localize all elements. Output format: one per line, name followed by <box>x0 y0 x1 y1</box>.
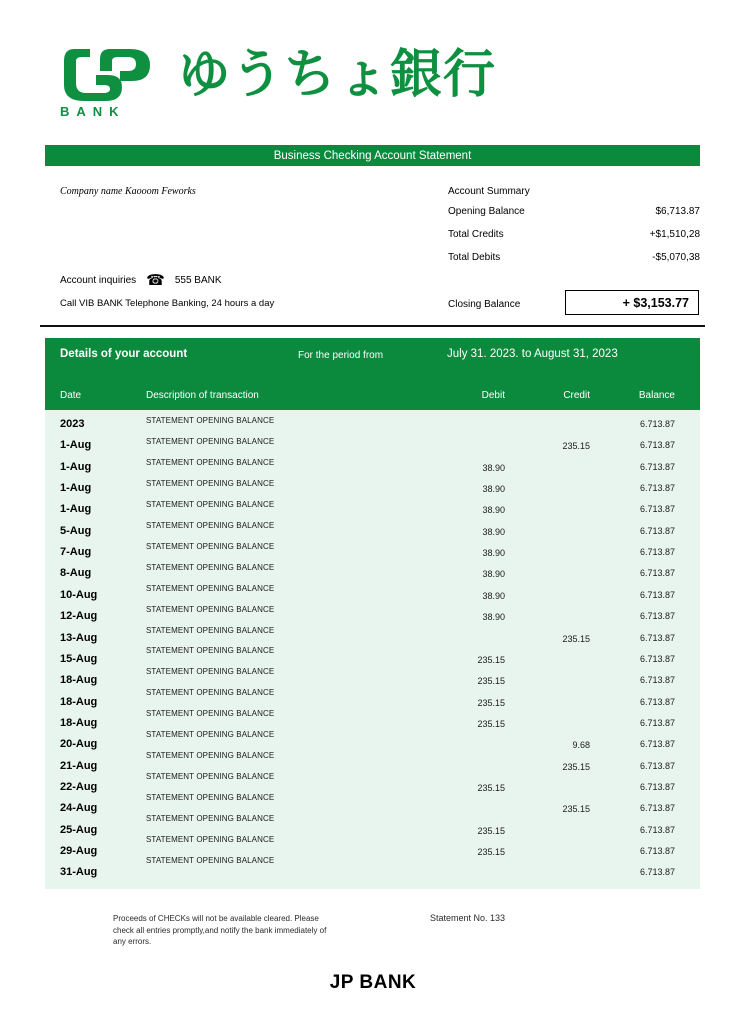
transaction-description: STATEMENT OPENING BALANCE <box>146 625 275 635</box>
account-summary-title: Account Summary <box>448 186 530 197</box>
column-header-description: Description of transaction <box>146 390 259 401</box>
transaction-description: STATEMENT OPENING BALANCE <box>146 457 275 467</box>
column-header-debit: Debit <box>481 390 505 401</box>
footer-bank-name: JP BANK <box>329 972 417 993</box>
transaction-description: STATEMENT OPENING BALANCE <box>146 583 275 593</box>
transaction-description: STATEMENT OPENING BALANCE <box>146 751 275 761</box>
column-header-credit: Credit <box>563 390 590 401</box>
transaction-description: STATEMENT OPENING BALANCE <box>146 814 275 824</box>
transaction-debit: 38.90 <box>482 505 505 516</box>
transaction-description: STATEMENT OPENING BALANCE <box>146 772 275 782</box>
transaction-date: 29-Aug <box>60 845 98 857</box>
transaction-debit: 38.90 <box>482 548 505 559</box>
transaction-debit: 235.15 <box>477 676 505 687</box>
transaction-balance: 6.713.87 <box>639 867 675 878</box>
column-header-balance: Balance <box>638 390 675 401</box>
transaction-debit: 38.90 <box>482 484 505 495</box>
summary-row-opening-balance <box>448 206 700 217</box>
transaction-description: STATEMENT OPENING BALANCE <box>146 478 275 488</box>
transaction-debit: 38.90 <box>482 526 505 537</box>
transaction-debit: 38.90 <box>482 612 505 623</box>
transaction-balance: 6.713.87 <box>639 675 675 686</box>
transaction-balance: 6.713.87 <box>639 525 675 536</box>
transaction-date: 18-Aug <box>60 716 98 729</box>
company-name: Company name Kaooom Feworks <box>60 186 196 197</box>
transaction-balance: 6.713.87 <box>639 419 675 429</box>
transaction-balance: 6.713.87 <box>639 568 675 579</box>
transaction-balance: 6.713.87 <box>639 781 675 792</box>
transaction-date: 21-Aug <box>60 759 98 772</box>
transaction-debit: 38.90 <box>482 590 505 601</box>
jp-logo-svg <box>60 45 152 107</box>
transaction-debit: 235.15 <box>477 847 505 857</box>
transaction-credit: 235.15 <box>562 761 590 772</box>
transaction-credit: 9.68 <box>572 740 590 751</box>
summary-row-total-debits <box>448 252 700 263</box>
transaction-credit: 235.15 <box>562 804 590 815</box>
transaction-description: STATEMENT OPENING BALANCE <box>146 855 275 865</box>
transaction-balance: 6.713.87 <box>639 803 675 814</box>
summary-label: Total Credits <box>448 229 504 240</box>
closing-balance-value: + $3,153.77 <box>565 290 699 315</box>
details-title: Details of your account <box>60 348 188 360</box>
transaction-debit: 38.90 <box>482 569 505 580</box>
transaction-debit: 235.15 <box>477 654 505 665</box>
transaction-debit: 235.15 <box>477 697 505 708</box>
transaction-description: STATEMENT OPENING BALANCE <box>146 688 275 698</box>
transaction-description: STATEMENT OPENING BALANCE <box>146 520 275 530</box>
summary-label: Total Debits <box>448 252 501 263</box>
account-inquiries <box>60 273 222 288</box>
account-inquiries-label: Account inquiries <box>60 275 137 286</box>
transaction-credit: 235.15 <box>562 633 590 644</box>
telephone-banking-note: Call VIB BANK Telephone Banking, 24 hours a day <box>60 298 275 309</box>
jp-bank-logo <box>60 45 152 107</box>
transaction-description: STATEMENT OPENING BALANCE <box>146 793 275 803</box>
transaction-date: 24-Aug <box>60 802 98 815</box>
transaction-date: 22-Aug <box>60 780 98 793</box>
transaction-debit: 235.15 <box>477 782 505 793</box>
transaction-balance: 6.713.87 <box>639 589 675 600</box>
transaction-balance: 6.713.87 <box>639 824 675 835</box>
transaction-date: 7-Aug <box>60 546 92 559</box>
details-header <box>45 338 700 410</box>
transaction-balance: 6.713.87 <box>639 739 675 750</box>
transaction-balance: 6.713.87 <box>639 504 675 515</box>
transaction-date: 20-Aug <box>60 738 98 751</box>
transaction-date: 1-Aug <box>60 482 92 495</box>
summary-label: Opening Balance <box>448 206 525 217</box>
transaction-date: 1-Aug <box>60 439 92 452</box>
transaction-date: 25-Aug <box>60 823 98 836</box>
transaction-date: 18-Aug <box>60 674 98 687</box>
transaction-date: 12-Aug <box>60 610 98 623</box>
inquiries-phone-number: 555 BANK <box>174 275 222 286</box>
transaction-balance: 6.713.87 <box>639 547 675 558</box>
transaction-balance: 6.713.87 <box>639 483 675 494</box>
transaction-description: STATEMENT OPENING BALANCE <box>146 667 275 677</box>
transaction-date: 10-Aug <box>60 588 98 601</box>
transaction-description: STATEMENT OPENING BALANCE <box>146 541 275 551</box>
transaction-balance: 6.713.87 <box>639 632 675 643</box>
column-header-date: Date <box>60 390 82 401</box>
transaction-debit: 38.90 <box>482 462 505 473</box>
transaction-description: STATEMENT OPENING BALANCE <box>146 499 275 509</box>
transaction-balance: 6.713.87 <box>639 717 675 728</box>
period-value: July 31. 2023. to August 31, 2023 <box>447 348 618 360</box>
summary-value: +$1,510,28 <box>649 229 700 240</box>
transaction-balance: 6.713.87 <box>639 440 675 451</box>
transaction-balance: 6.713.87 <box>639 696 675 707</box>
transaction-description: STATEMENT OPENING BALANCE <box>146 709 275 719</box>
statement-number: Statement No. 133 <box>430 913 506 923</box>
closing-balance-label: Closing Balance <box>448 299 521 310</box>
transaction-balance: 6.713.87 <box>639 611 675 622</box>
transaction-date: 1-Aug <box>60 460 92 473</box>
transaction-description: STATEMENT OPENING BALANCE <box>146 835 275 844</box>
transaction-date: 1-Aug <box>60 503 92 516</box>
transaction-description: STATEMENT OPENING BALANCE <box>146 416 275 425</box>
transaction-description: STATEMENT OPENING BALANCE <box>146 604 275 614</box>
logo-japanese-name: ゆうちょ銀行 <box>178 45 497 105</box>
summary-value: $6,713.87 <box>655 206 700 217</box>
details-section <box>45 338 700 889</box>
transaction-description: STATEMENT OPENING BALANCE <box>146 646 275 656</box>
transaction-date: 8-Aug <box>60 567 92 580</box>
summary-value: -$5,070,38 <box>652 252 700 263</box>
transaction-balance: 6.713.87 <box>639 461 675 472</box>
summary-row-total-credits <box>448 229 700 240</box>
transaction-description: STATEMENT OPENING BALANCE <box>146 562 275 572</box>
transaction-date: 5-Aug <box>60 524 92 537</box>
transaction-date: 31-Aug <box>60 866 98 879</box>
transaction-date: 2023 <box>60 418 85 430</box>
transaction-balance: 6.713.87 <box>639 653 675 664</box>
transaction-date: 15-Aug <box>60 652 98 665</box>
transaction-debit: 235.15 <box>477 825 505 836</box>
transactions-table <box>45 410 700 889</box>
section-divider <box>40 325 705 327</box>
telephone-icon: ☎ <box>146 272 165 289</box>
jp-logo-mark <box>60 45 152 107</box>
footer-disclaimer: Proceeds of CHECKs will not be available cleared. Please check all entries promptly,and notify the bank immediately of any errors. <box>113 914 327 946</box>
transaction-balance: 6.713.87 <box>639 846 675 856</box>
transaction-balance: 6.713.87 <box>639 760 675 771</box>
transaction-credit: 235.15 <box>562 441 590 452</box>
logo-bank-word: BANK <box>60 104 126 119</box>
transaction-description: STATEMENT OPENING BALANCE <box>146 436 275 446</box>
transaction-debit: 235.15 <box>477 718 505 729</box>
statement-title-banner: Business Checking Account Statement <box>45 145 700 166</box>
transaction-date: 13-Aug <box>60 631 98 644</box>
transaction-description: STATEMENT OPENING BALANCE <box>146 730 275 740</box>
transaction-date: 18-Aug <box>60 695 98 708</box>
period-label: For the period from <box>298 350 384 361</box>
